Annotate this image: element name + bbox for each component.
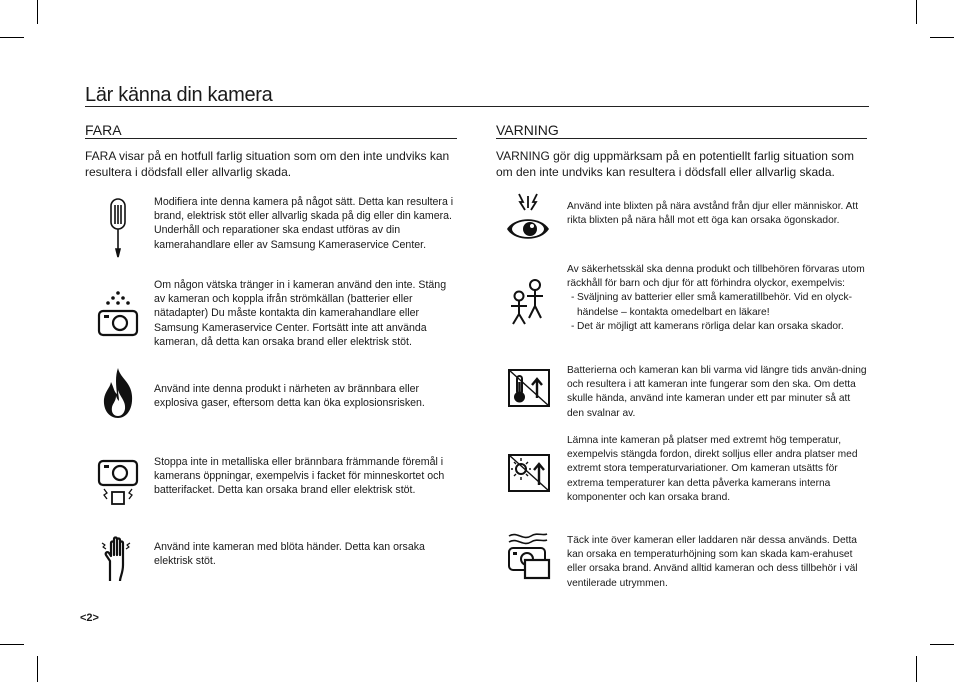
crop-mark [916, 0, 917, 24]
varning-intro: VARNING gör dig uppmärksam på en potentiellt farlig situation som om den inte undviks kan resultera i dödsfall eller allvarlig skada. [496, 149, 854, 179]
varning-item-text: Av säkerhetsskäl ska denna produkt och tillbehören förvaras utom räckhåll för barn och djur för att förhindra olyckor, exempelvis: [567, 264, 865, 290]
children-icon [505, 278, 551, 331]
flash-eye-icon [505, 192, 551, 249]
fara-item-text: Använd inte denna produkt i närheten av brännbara eller explosiva gaser, eftersom detta kan öka explosionsrisken. [154, 383, 425, 410]
fara-heading: FARA [85, 123, 457, 139]
list-item: - Sväljning av batterier eller små kameratillbehör. Vid en olyck-händelse – kontakta omedelbart en läkare! [567, 291, 869, 319]
varning-item-text: Använd inte blixten på nära avstånd från djur eller människor. Att rikta blixten på nära håll mot ett öga kan orsaka ögonskador. [567, 201, 859, 227]
fara-item-text: Stoppa inte in metalliska eller brännbara främmande föremål i kamerans öppningar, exempelvis i facket för minneskortet och batterifacket. Detta kan orsaka brand eller elektrisk stöt. [154, 456, 445, 497]
screwdriver-icon [104, 197, 132, 264]
varning-item-text: Batterierna och kameran kan bli varma vid längre tids använ-dning och resultera i att kameran inte fungerar som den ska. Om detta skulle hända, använd inte kameran under ett par minuter så att den svalnar av. [567, 365, 867, 419]
crop-mark [37, 656, 38, 682]
fara-intro: FARA visar på en hotfull farlig situation som om den inte undviks kan resultera i dödsfall eller allvarlig skada. [85, 149, 450, 179]
varning-item-text: Lämna inte kameran på platser med extremt hög temperatur, exempelvis stängda fordon, direkt solljus eller andra platser med extremt stora temperaturvariationer. Om kameran utsätts för extrema temperaturer kan detta påverka kamerans interna komponenter och kan orsaka brand. [567, 435, 858, 503]
crop-mark [0, 37, 24, 38]
covered-camera-icon [505, 530, 551, 587]
list-item: - Det är möjligt att kamerans rörliga delar kan orsaka skador. [567, 320, 869, 334]
heat-thermometer-icon [507, 368, 551, 413]
varning-item-text: Täck inte över kameran eller laddaren när dessa används. Detta kan orsaka en temperaturhöjning som kan skada kam-erahuset eller orsaka brand. Använd alltid kameran och dess tillbehör i väl ventilerade utrymmen. [567, 535, 858, 589]
fara-item-text: Använd inte kameran med blöta händer. Detta kan orsaka elektrisk stöt. [154, 541, 425, 568]
crop-mark [916, 656, 917, 682]
fara-item-text: Om någon vätska tränger in i kameran använd den inte. Stäng av kameran och koppla ifrån strömkällan (batterier eller nätadapter) Du måste kontakta din kamerahandlare eller Samsung Kameraservice Center. Fortsätt inte att använda kameran, då detta kan orsaka brand eller elektrisk stöt. [154, 279, 447, 348]
crop-mark [930, 37, 954, 38]
hazard-list [567, 291, 869, 334]
crop-mark [930, 644, 954, 645]
fara-item-text: Modifiera inte denna kamera på något sätt. Detta kan resultera i brand, elektrisk stöt eller allvarlig skada på dig eller din kamera. Underhåll och reparationer ska endast utföras av din kamerahandlare eller av Samsung Kameraservice Center. [154, 196, 454, 251]
flame-icon [100, 366, 136, 425]
wet-hand-icon [98, 535, 138, 588]
crop-mark [37, 0, 38, 24]
foreign-object-camera-icon [96, 458, 140, 513]
varning-item-block [567, 263, 869, 334]
page-number: <2> [80, 612, 99, 624]
sun-thermometer-icon [507, 453, 551, 498]
varning-heading: VARNING [496, 123, 867, 139]
crop-mark [0, 644, 24, 645]
page-title: Lär känna din kamera [85, 84, 869, 107]
liquid-camera-icon [96, 289, 140, 342]
